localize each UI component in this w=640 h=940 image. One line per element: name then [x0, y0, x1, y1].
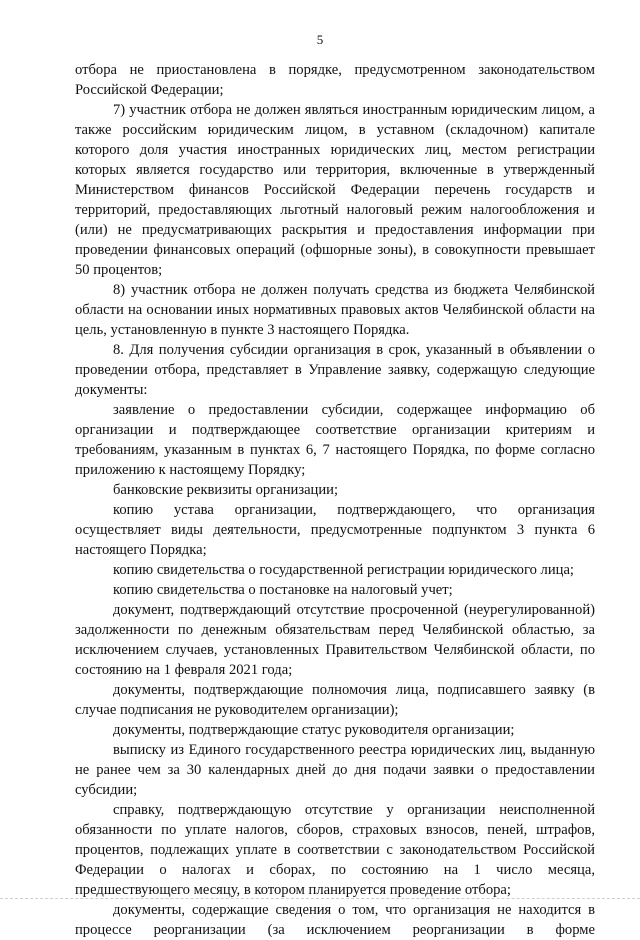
document-body [75, 60, 595, 940]
paragraph-registry-extract: выписку из Единого государственного реестра юридических лиц, выданную не ранее чем за 30 календарных дней до дня подачи заявки о предоставлении субсидии; [75, 742, 595, 798]
paragraph-bank-details: банковские реквизиты организации; [113, 482, 339, 498]
paragraph-director-status: документы, подтверждающие статус руководителя организации; [113, 722, 515, 738]
paragraph-no-debt-document: документ, подтверждающий отсутствие просроченной (неурегулированной) задолженности по денежным обязательствам перед Челябинской областью, за исключением случаев, установленных Правительством Челябинской области, по состоянию на 1 февраля 2021 года; [75, 602, 595, 678]
paragraph-item-8-participant: 8) участник отбора не должен получать средства из бюджета Челябинской области на основании иных нормативных правовых актов Челябинской области на цель, установленную в пункте 3 настоящего Порядка. [75, 282, 595, 338]
paragraph-tax-certificate: копию свидетельства о постановке на налоговый учет; [113, 582, 453, 598]
page-bottom-divider [0, 898, 640, 899]
paragraph-charter-copy: копию устава организации, подтверждающего, что организация осуществляет виды деятельности, предусмотренные подпунктом 3 пункта 6 настоящего Порядка; [75, 502, 595, 558]
paragraph-application-statement: заявление о предоставлении субсидии, содержащее информацию об организации и подтверждающее соответствие организации критериям и требованиям, указанным в пунктах 6, 7 настоящего Порядка, по форме согласно приложению к настоящему Порядку; [75, 402, 595, 478]
paragraph-item-7: 7) участник отбора не должен являться иностранным юридическим лицом, а также российским юридическим лицом, в уставном (складочном) капитале которого доля участия иностранных юридических лиц, местом регистрации которых является государство или территория, включенные в утвержденный Министерством финансов Российской Федерации перечень государств и территорий, предоставляющих льготный налоговый режим налогообложения и (или) не предусматривающих раскрытия и предоставления информации при проведении финансовых операций (офшорные зоны), в совокупности превышает 50 процентов; [75, 102, 595, 278]
page-number: 5 [316, 32, 324, 47]
paragraph-signer-authority: документы, подтверждающие полномочия лица, подписавшего заявку (в случае подписания не руководителем организации); [75, 682, 595, 718]
paragraph-reorganization: документы, содержащие сведения о том, что организация не находится в процессе реорганизации (за исключением реорганизации в форме [75, 902, 595, 938]
paragraph-point-8: 8. Для получения субсидии организация в срок, указанный в объявлении о проведении отбора, представляет в Управление заявку, содержащую следующие документы: [75, 342, 595, 398]
paragraph-registration-certificate: копию свидетельства о государственной регистрации юридического лица; [113, 562, 574, 578]
paragraph-continuation: отбора не приостановлена в порядке, предусмотренном законодательством Российской Федерации; [75, 62, 595, 98]
paragraph-tax-clearance: справку, подтверждающую отсутствие у организации неисполненной обязанности по уплате налогов, сборов, страховых взносов, пеней, штрафов, процентов, подлежащих уплате в соответствии с законодательством Российской Федерации о налогах и сборах, по состоянию на 1 число месяца, предшествующего месяцу, в котором планируется проведение отбора; [75, 802, 595, 898]
